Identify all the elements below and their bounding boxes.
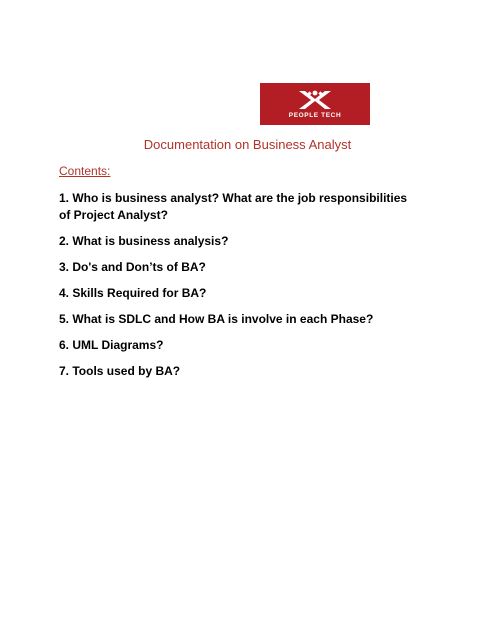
toc-item-2: 2. What is business analysis? [59, 234, 229, 248]
toc-item-7: 7. Tools used by BA? [59, 364, 181, 378]
document-title: Documentation on Business Analyst [143, 137, 352, 152]
toc-item-4: 4. Skills Required for BA? [59, 286, 207, 300]
people-tech-logo [260, 83, 370, 125]
toc-item-1: 1. Who is business analyst? What are the job responsibilities of Project Analyst? [59, 191, 408, 222]
toc-item-3: 3. Do's and Don’ts of BA? [59, 260, 206, 274]
contents-heading: Contents: [59, 164, 111, 178]
people-tech-logo-icon [295, 89, 335, 111]
logo-text: PEOPLE TECH [288, 112, 342, 119]
toc-item-5: 5. What is SDLC and How BA is involve in each Phase? [59, 312, 374, 326]
toc-item-6: 6. UML Diagrams? [59, 338, 164, 352]
table-of-contents [59, 190, 419, 389]
